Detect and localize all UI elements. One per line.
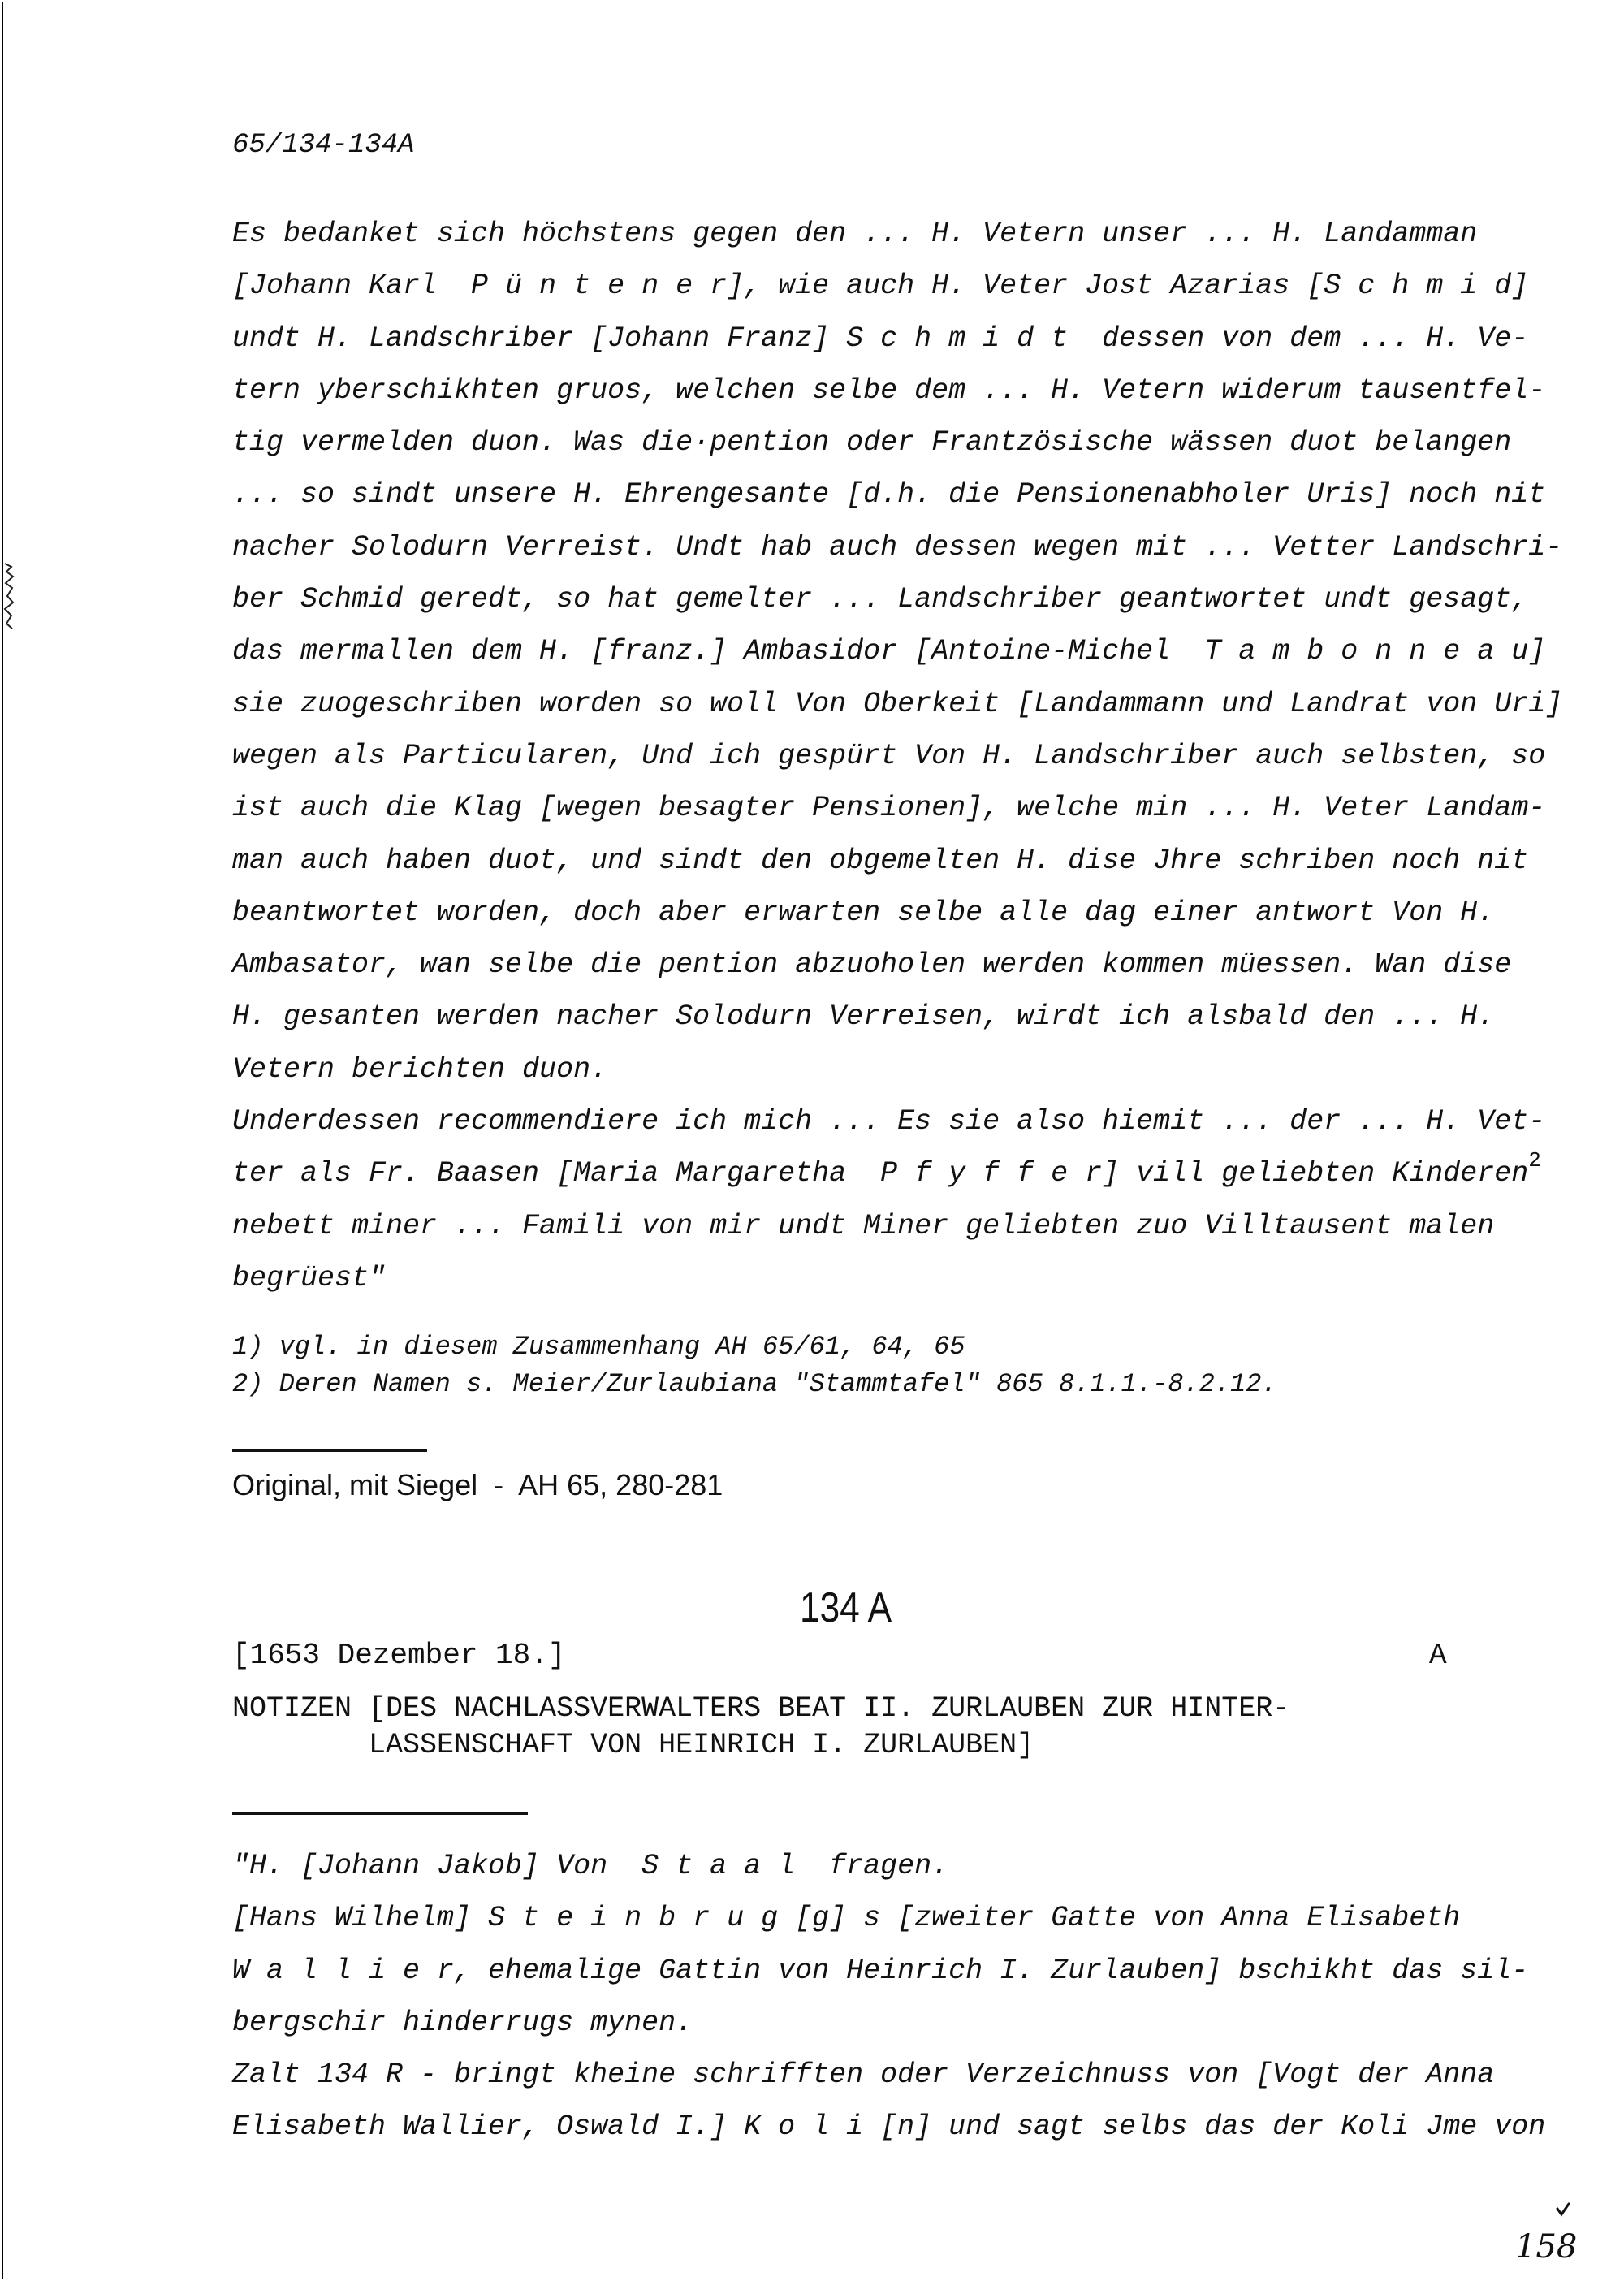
letter-body bbox=[232, 208, 1563, 1304]
separator-rule bbox=[232, 1812, 528, 1815]
text-line: Underdessen recommendiere ich mich ... Es sie also hiemit ... der ... H. Vet- bbox=[232, 1105, 1546, 1138]
text-line: das mermallen dem H. [franz.] Ambasidor [Antoine-Michel T a m b o n n e a u] bbox=[232, 635, 1546, 668]
text-line: bergschir hinderrugs mynen. bbox=[232, 2006, 693, 2039]
text-line: Elisabeth Wallier, Oswald I.] K o l i [n] und sagt selbs das der Koli Jme von bbox=[232, 2110, 1546, 2144]
text-line: nacher Solodurn Verreist. Undt hab auch dessen wegen mit ... Vetter Landschri- bbox=[232, 530, 1563, 564]
text-line: undt H. Landschriber [Johann Franz] S c h m i d t dessen von dem ... H. Ve- bbox=[232, 322, 1529, 355]
document-reference: 65/134-134A bbox=[232, 130, 415, 161]
text-line: Es bedanket sich höchstens gegen den ... H. Vetern unser ... H. Landamman bbox=[232, 218, 1478, 250]
text-line: Zalt 134 R - bringt kheine schrifften oder Verzeichnuss von [Vogt der Anna bbox=[232, 2059, 1495, 2092]
text-line: [Hans Wilhelm] S t e i n b r u g [g] s [zweiter Gatte von Anna Elisabeth bbox=[232, 1902, 1461, 1935]
text-line: ... so sindt unsere H. Ehrengesante [d.h. die Pensionenabholer Uris] noch nit bbox=[232, 478, 1546, 512]
footnote-2: 2) Deren Namen s. Meier/Zurlaubiana "Stammtafel" 865 8.1.1.-8.2.12. bbox=[232, 1369, 1277, 1399]
handwritten-folio-number bbox=[1510, 2201, 1592, 2266]
source-note: Original, mit Siegel - AH 65, 280-281 bbox=[232, 1468, 723, 1501]
text-line: "H. [Johann Jakob] Von S t a a l fragen. bbox=[232, 1850, 949, 1882]
text-line: wegen als Particularen, Und ich gespürt Von H. Landschriber auch selbsten, so bbox=[232, 739, 1546, 772]
text-line: tern yberschikhten gruos, welchen selbe dem ... H. Vetern widerum tausentfel- bbox=[232, 374, 1546, 407]
text-line: nebett miner ... Famili von mir undt Miner geliebten zuo Villtausent malen bbox=[232, 1209, 1495, 1242]
text-line-content: ter als Fr. Baasen [Maria Margaretha P f y f f e r] vill geliebten Kinderen bbox=[232, 1157, 1529, 1190]
title-line: NOTIZEN [DES NACHLASSVERWALTERS BEAT II. ZURLAUBEN ZUR HINTER- bbox=[232, 1692, 1290, 1725]
text-line: ist auch die Klag [wegen besagter Pensionen], welche min ... H. Veter Landam- bbox=[232, 792, 1546, 825]
text-line: sie zuogeschriben worden so woll Von Oberkeit [Landammann und Landrat von Uri] bbox=[232, 687, 1563, 720]
text-line: beantwortet worden, doch aber erwarten selbe alle dag einer antwort Von H. bbox=[232, 896, 1495, 929]
notes-body bbox=[232, 1840, 1546, 2154]
document-date: [1653 Dezember 18.] bbox=[232, 1639, 566, 1672]
folio-number-text: 158 bbox=[1515, 2228, 1578, 2266]
text-line-with-footnote bbox=[232, 1147, 1541, 1199]
footnote-1: 1) vgl. in diesem Zusammenhang AH 65/61, 64, 65 bbox=[232, 1332, 965, 1362]
text-line: ber Schmid geredt, so hat gemelter ... Landschriber geantwortet undt gesagt, bbox=[232, 583, 1529, 616]
footnotes bbox=[232, 1328, 1277, 1403]
text-line: H. gesanten werden nacher Solodurn Verreisen, wirdt ich alsbald den ... H. bbox=[232, 1000, 1495, 1034]
text-line: tig vermelden duon. Was die·pention oder Frantzösische wässen duot belangen bbox=[232, 426, 1512, 460]
separator-rule bbox=[232, 1449, 427, 1452]
text-line: Vetern berichten duon. bbox=[232, 1052, 608, 1086]
document-title bbox=[232, 1691, 1289, 1764]
document-number: 134 A bbox=[800, 1584, 892, 1631]
text-line: [Johann Karl P ü n t e n e r], wie auch H. Veter Jost Azarias [S c h m i d] bbox=[232, 270, 1529, 303]
text-line: W a l l i e r, ehemalige Gattin von Heinrich I. Zurlauben] bschikht das sil- bbox=[232, 1954, 1529, 1987]
footnote-marker: 2 bbox=[1528, 1148, 1541, 1173]
document-type-letter: A bbox=[1429, 1639, 1447, 1672]
margin-scan-artifact bbox=[3, 560, 15, 632]
text-line: man auch haben duot, und sindt den obgemelten H. dise Jhre schriben noch nit bbox=[232, 844, 1529, 877]
title-line: LASSENSCHAFT VON HEINRICH I. ZURLAUBEN] bbox=[232, 1729, 1034, 1761]
text-line: Ambasator, wan selbe die pention abzuoholen werden kommen müessen. Wan dise bbox=[232, 948, 1512, 982]
text-line: begrüest" bbox=[232, 1261, 387, 1294]
